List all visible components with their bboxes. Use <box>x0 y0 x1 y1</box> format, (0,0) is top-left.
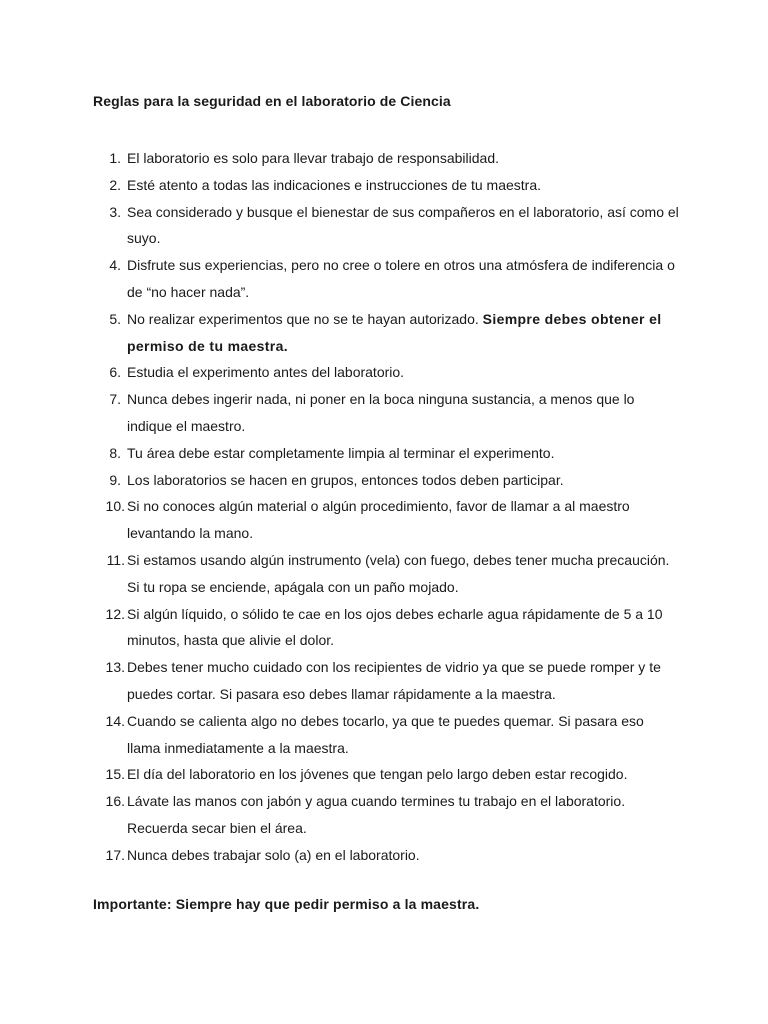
rule-item <box>0 842 680 869</box>
rule-item <box>0 654 680 708</box>
rule-item <box>0 440 680 467</box>
rule-text: Si estamos usando algún instrumento (vela) con fuego, debes tener mucha precaución. Si tu ropa se enciende, apágala con un paño mojado. <box>127 551 670 595</box>
rule-number: 11. <box>106 551 125 568</box>
rule-item <box>0 788 680 842</box>
rule-number: 7. <box>109 391 121 408</box>
rule-number: 6. <box>109 364 121 381</box>
rule-item <box>0 708 680 762</box>
rule-text: Tu área debe estar completamente limpia al terminar el experimento. <box>127 444 555 461</box>
rule-number: 16. <box>105 793 125 810</box>
rule-text: No realizar experimentos que no se te hayan autorizado. <box>127 310 483 327</box>
rule-number: 4. <box>109 257 121 274</box>
rule-item <box>0 601 680 655</box>
rules-list <box>0 145 768 869</box>
rule-text: Nunca debes trabajar solo (a) en el laboratorio. <box>127 846 420 863</box>
rule-text: Si algún líquido, o sólido te cae en los ojos debes echarle agua rápidamente de 5 a 10 minutos, hasta que alivie el dolor. <box>127 605 663 649</box>
rule-text: El día del laboratorio en los jóvenes que tengan pelo largo deben estar recogido. <box>127 766 628 783</box>
rule-text: Estudia el experimento antes del laboratorio. <box>127 364 405 381</box>
rule-text: Esté atento a todas las indicaciones e instrucciones de tu maestra. <box>127 176 542 193</box>
rule-text: El laboratorio es solo para llevar trabajo de responsabilidad. <box>127 150 499 166</box>
rule-number: 5. <box>109 310 121 327</box>
rule-text: Nunca debes ingerir nada, ni poner en la boca ninguna sustancia, a menos que lo indique el maestro. <box>127 391 635 434</box>
rule-number: 17. <box>105 846 125 863</box>
rule-number: 8. <box>109 444 121 461</box>
rule-number: 15. <box>105 766 125 783</box>
rule-text: Los laboratorios se hacen en grupos, entonces todos deben participar. <box>127 471 564 488</box>
rule-item <box>0 306 680 360</box>
rule-text: Debes tener mucho cuidado con los recipientes de vidrio ya que se puede romper y te puedes cortar. Si pasara eso debes llamar rápidamente a la maestra. <box>127 659 661 702</box>
rule-item <box>0 467 680 494</box>
rule-item <box>0 172 680 199</box>
rule-number: 13. <box>105 659 125 676</box>
rule-text: Si no conoces algún material o algún procedimiento, favor de llamar a al maestro levantando la mano. <box>127 498 630 542</box>
rule-item <box>0 145 680 172</box>
rule-number: 1. <box>109 150 121 166</box>
rule-number: 2. <box>109 176 121 193</box>
rule-text: Sea considerado y busque el bienestar de sus compañeros en el laboratorio, así como el suyo. <box>127 203 679 247</box>
rule-item <box>0 761 680 788</box>
rule-number: 12. <box>105 605 125 622</box>
rule-item <box>0 199 680 253</box>
rule-emphasis: Siempre debes obtener el permiso de tu maestra. <box>127 310 662 354</box>
rule-number: 9. <box>109 471 121 488</box>
rule-item <box>0 359 680 386</box>
rule-text: Cuando se calienta algo no debes tocarlo, ya que te puedes quemar. Si pasara eso llama inmediatamente a la maestra. <box>127 712 644 756</box>
rule-number: 3. <box>109 203 121 220</box>
rule-item <box>0 386 680 440</box>
rule-text: Lávate las manos con jabón y agua cuando termines tu trabajo en el laboratorio. Recuerda secar bien el área. <box>127 793 626 836</box>
rule-item <box>0 252 680 306</box>
rule-number: 14. <box>105 712 125 729</box>
rule-text: Disfrute sus experiencias, pero no cree o tolere en otros una atmósfera de indiferencia o de “no hacer nada”. <box>127 257 675 300</box>
important-note: Importante: Siempre hay que pedir permiso a la maestra. <box>93 896 480 912</box>
document-title: Reglas para la seguridad en el laboratorio de Ciencia <box>93 93 451 109</box>
rule-item <box>0 493 680 547</box>
rule-item <box>0 547 680 601</box>
rule-number: 10. <box>105 498 125 515</box>
